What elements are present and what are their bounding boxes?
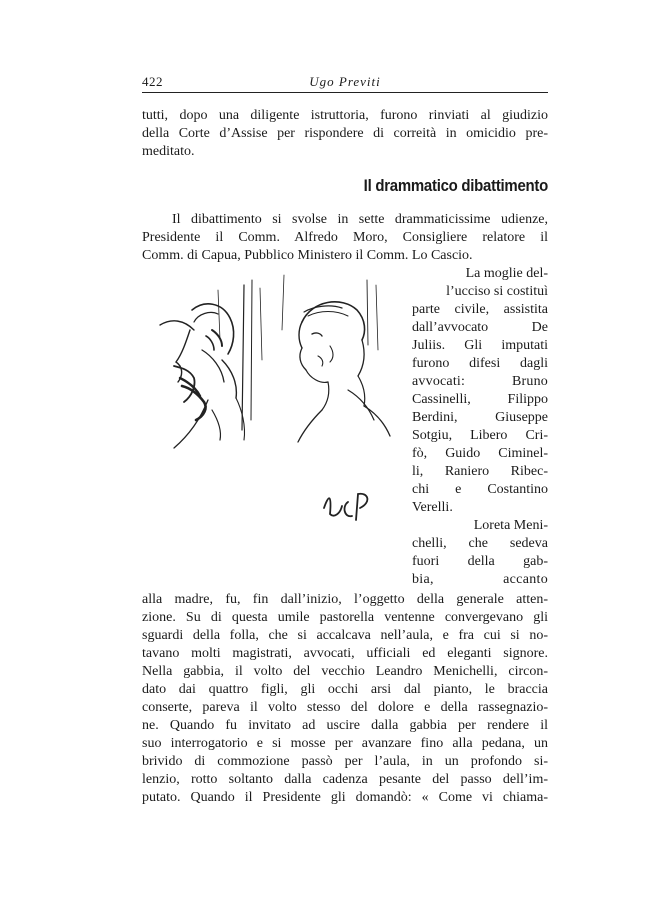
paragraph-line: Il dibattimento si svolse in sette drammaticissime udienze, <box>172 212 548 227</box>
wrap-line: fuori della gab- <box>412 554 548 569</box>
wrap-line: dall’avvocato De <box>412 320 548 335</box>
wrap-line: Juliis. Gli imputati <box>412 338 548 353</box>
intro-line: tutti, dopo una diligente istruttoria, furono rinviati al giudizio <box>142 108 548 123</box>
wrap-line: Verelli. <box>412 500 453 515</box>
wrap-line: l’ucciso si costituì <box>446 284 548 299</box>
wrap-line: li, Raniero Ribec- <box>412 464 548 479</box>
body-line: Nella gabbia, il volto del vecchio Leandro Menichelli, circon- <box>142 664 548 679</box>
paragraph-line: Comm. di Capua, Pubblico Ministero il Comm. Lo Cascio. <box>142 248 473 263</box>
body-line: zione. Su di questa umile pastorella ventenne convergevano gli <box>142 610 548 625</box>
artist-signature <box>324 494 367 520</box>
page-number: 422 <box>142 74 163 89</box>
wrap-line: chi e Costantino <box>412 482 548 497</box>
body-line: dato dai quattro figli, gli occhi arsi dal pianto, le braccia <box>142 682 548 697</box>
body-line: suo interrogatorio e si mosse per avanzare fino alla pedana, un <box>142 736 548 751</box>
body-line: lenzio, rotto soltanto dalla cadenza pesante del passo dell’im- <box>142 772 548 787</box>
wrap-line: Sotgiu, Libero Cri- <box>412 428 548 443</box>
intro-line: della Corte d’Assise per rispondere di correità in omicidio pre- <box>142 126 548 141</box>
wrap-line: bia, accanto <box>412 572 548 587</box>
body-line: tavano molti magistrati, avvocati, ufficiali ed eleganti signore. <box>142 646 548 661</box>
section-title: Il drammatico dibattimento <box>363 176 548 195</box>
courtroom-sketch <box>152 270 402 540</box>
wrap-line: fò, Guido Ciminel- <box>412 446 548 461</box>
intro-line: meditato. <box>142 144 195 159</box>
body-line: putato. Quando il Presidente gli domandò: « Come vi chiama- <box>142 790 548 805</box>
wrap-line: Loreta Meni- <box>473 518 548 533</box>
running-header <box>142 70 548 93</box>
wrap-line: Cassinelli, Filippo <box>412 392 548 407</box>
wrap-line: furono difesi dagli <box>412 356 548 371</box>
body-line: sguardi della folla, che si accalcava nell’aula, e fra cui si no- <box>142 628 548 643</box>
wrap-line: parte civile, assistita <box>412 302 548 317</box>
body-line: brivido di commozione passò per l’aula, in un profondo si- <box>142 754 548 769</box>
wrap-line: Berdini, Giuseppe <box>412 410 548 425</box>
paragraph-line: Presidente il Comm. Alfredo Moro, Consigliere relatore il <box>142 230 548 245</box>
body-line: ne. Quando fu invitato ad uscire dalla gabbia per rendere il <box>142 718 548 733</box>
body-line: alla madre, fu, fin dall’inizio, l’oggetto della generale atten- <box>142 592 548 607</box>
wrap-line: avvocati: Bruno <box>412 374 548 389</box>
wrap-line: La moglie del- <box>465 266 548 281</box>
wrap-line: chelli, che sedeva <box>412 536 548 551</box>
body-line: conserte, pareva il volto stesso del dolore e della rassegnazio- <box>142 700 548 715</box>
running-title: Ugo Previti <box>309 74 381 89</box>
